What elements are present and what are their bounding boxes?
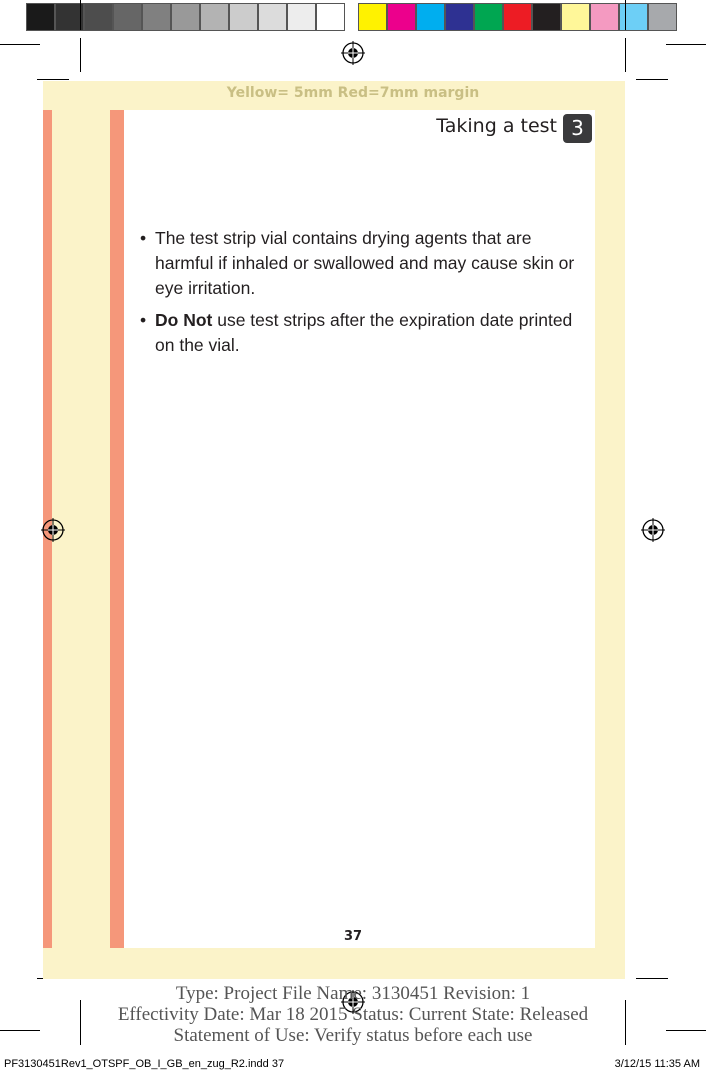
gray-swatch (84, 3, 113, 31)
color-swatch (561, 3, 590, 31)
page-number: 37 (343, 929, 363, 944)
gray-swatch (316, 3, 345, 31)
file-name: PF3130451Rev1_OTSPF_OB_I_GB_en_zug_R2.indd 37 (4, 1058, 285, 1070)
gray-swatch (171, 3, 200, 31)
color-swatch (532, 3, 561, 31)
list-item (140, 308, 590, 358)
crop-mark (666, 44, 706, 45)
gray-swatch (113, 3, 142, 31)
color-swatch (387, 3, 416, 31)
section-title: Taking a test (436, 115, 557, 137)
safety-margin-inner (110, 110, 124, 948)
registration-mark-icon (641, 518, 665, 542)
crop-mark (0, 44, 40, 45)
gray-swatch (229, 3, 258, 31)
color-swatch (503, 3, 532, 31)
color-swatch (590, 3, 619, 31)
status-line-type: Type: Project File Name: 3130451 Revision: 1 (175, 983, 531, 1004)
gray-swatch (142, 3, 171, 31)
color-swatch (358, 3, 387, 31)
gray-swatch (258, 3, 287, 31)
warning-list (140, 226, 590, 365)
bullet-text: The test strip vial contains drying agents that are harmful if inhaled or swallowed and may cause skin or eye irritation. (155, 228, 575, 298)
crop-mark (636, 79, 668, 80)
section-number-badge: 3 (563, 114, 592, 143)
color-swatch (474, 3, 503, 31)
gray-swatch (200, 3, 229, 31)
color-swatch (445, 3, 474, 31)
crop-mark (80, 38, 81, 72)
file-timestamp: 3/12/15 11:35 AM (614, 1058, 700, 1070)
bullet-text: use test strips after the expiration date printed on the vial. (155, 310, 573, 355)
crop-mark (37, 79, 69, 80)
registration-mark-icon (341, 41, 365, 65)
bullet-emphasis: Do Not (155, 310, 213, 330)
status-line-statement: Statement of Use: Verify status before each use (173, 1025, 533, 1046)
crop-mark (636, 978, 668, 979)
list-item (140, 226, 590, 301)
crop-mark (625, 38, 626, 72)
color-swatch (416, 3, 445, 31)
color-swatch (648, 3, 677, 31)
registration-mark-icon (41, 518, 65, 542)
gray-swatch (287, 3, 316, 31)
gray-swatch (26, 3, 55, 31)
margin-note: Yellow= 5mm Red=7mm margin (226, 85, 480, 101)
status-line-effectivity: Effectivity Date: Mar 18 2015 Status: Current State: Released (117, 1004, 589, 1025)
crop-mark (625, 0, 626, 30)
crop-mark (80, 0, 81, 30)
color-swatch (619, 3, 648, 31)
